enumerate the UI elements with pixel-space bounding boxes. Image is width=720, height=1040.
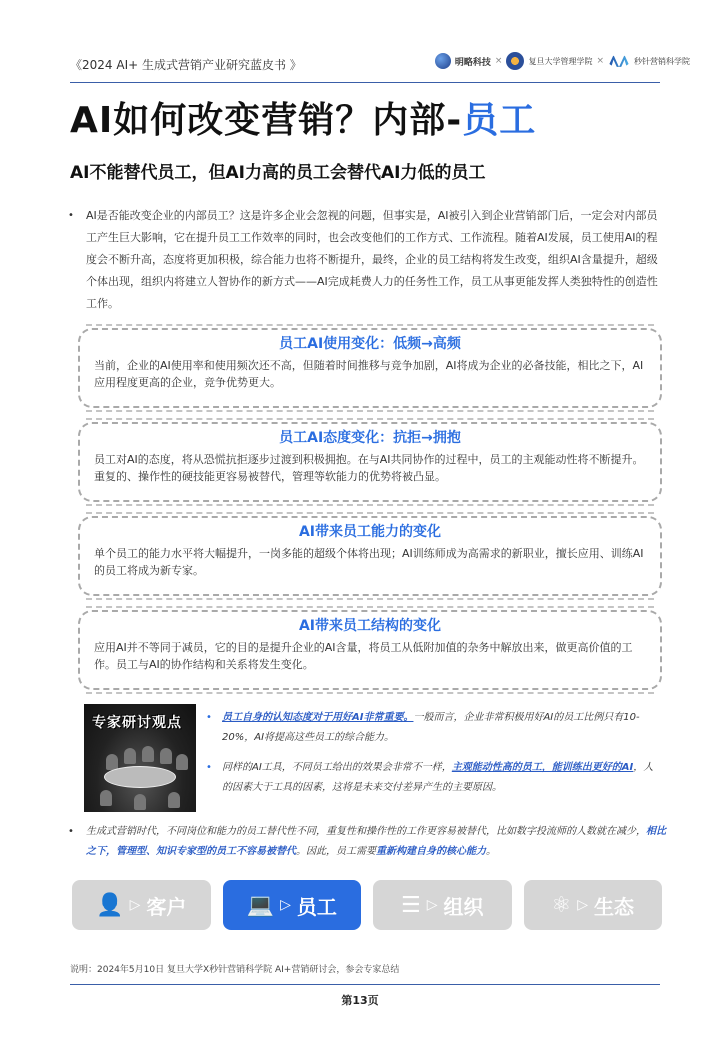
person-icon <box>124 748 136 764</box>
person-icon <box>134 794 146 810</box>
section-tabs <box>72 880 662 930</box>
expert-meeting-image <box>84 704 196 812</box>
card-title: 员工AI态度变化：抗拒→拥抱 <box>279 430 461 446</box>
card-title: AI带来员工结构的变化 <box>298 618 442 634</box>
tab-label: 员工 <box>296 894 337 919</box>
expert-point-text: ，人的因素大于工具的因素，这将是未来交付差异产生的主要原因。 <box>222 762 654 793</box>
logo-separator: × <box>494 56 503 66</box>
miaozhen-logo-icon <box>608 55 630 67</box>
person-icon <box>100 790 112 806</box>
mininglamp-logo-text: 明略科技 <box>454 57 491 68</box>
bullet-icon: • <box>206 712 212 723</box>
page-header <box>0 0 720 84</box>
arrow-icon: ▷ <box>577 897 588 913</box>
arrow-icon: ▷ <box>280 897 291 913</box>
workstation-icon: 💻 <box>246 892 275 918</box>
expert-opinion-section <box>80 700 660 818</box>
summary-text: 。因此，员工需要 <box>296 846 376 857</box>
fudan-logo-text: 复旦大学管理学院 <box>528 56 593 66</box>
summary-text: 。 <box>486 846 496 857</box>
card-body: 员工对AI的态度，将从恐慌抗拒逐步过渡到积极拥抱。在与AI共同协作的过程中，员工的主观能动性将不断提升。重复的、操作性的硬技能更容易被替代，管理等软能力的优势将被凸显。 <box>94 453 644 483</box>
page-title <box>70 92 536 143</box>
miaozhen-logo-text: 秒针营销科学院 <box>634 56 690 66</box>
person-icon <box>168 792 180 808</box>
footer-divider <box>70 984 660 985</box>
tab-ecosystem[interactable] <box>524 880 663 930</box>
card-usage-change <box>78 328 662 408</box>
card-body: 应用AI并不等同于减员，它的目的是提升企业的AI含量，将员工从低附加值的杂务中解放出来，做更高价值的工作。员工与AI的协作结构和关系将发生变化。 <box>94 641 633 671</box>
mininglamp-logo-icon <box>435 53 451 69</box>
arrow-icon: ▷ <box>129 897 141 913</box>
page-title-prefix: AI如何改变营销？内部- <box>70 100 463 141</box>
summary-highlight: 重新构建自身的核心能力 <box>376 846 486 857</box>
bullet-icon: • <box>206 762 212 773</box>
tab-employee[interactable] <box>223 880 362 930</box>
card-title: 员工AI使用变化：低频→高频 <box>279 336 461 352</box>
source-note: 说明：2024年5月10日 复旦大学X秒针营销科学院 AI+营销研讨会，参会专家总结 <box>70 965 400 975</box>
tab-organization[interactable] <box>373 880 512 930</box>
summary-text: 生成式营销时代，不同岗位和能力的员工替代性不同，重复性和操作性的工作更容易被替代，比如数字投流师的人数就在减少， <box>86 826 646 837</box>
bullet-icon: • <box>68 210 74 221</box>
page-subtitle: AI不能替代员工，但AI力高的员工会替代AI力低的员工 <box>70 163 486 183</box>
card-title: AI带来员工能力的变化 <box>298 524 442 540</box>
expert-point-text: 同样的AI工具，不同员工给出的效果会非常不一样， <box>222 762 452 773</box>
card-body: 当前，企业的AI使用率和使用频次还不高，但随着时间推移与竞争加剧，AI将成为企业的必备技能，相比之下，AI应用程度更高的企业，竞争优势更大。 <box>94 359 644 389</box>
header-divider <box>70 82 660 83</box>
tab-label: 客户 <box>146 894 187 919</box>
page-title-accent: 员工 <box>462 100 537 141</box>
card-ability-change <box>78 516 662 596</box>
tab-label: 组织 <box>443 894 484 919</box>
ecosystem-icon: ⚛ <box>551 892 572 918</box>
card-structure-change <box>78 610 662 690</box>
expert-point <box>206 758 656 798</box>
expert-tag: 专家研讨观点 <box>92 715 182 731</box>
tab-label: 生态 <box>594 894 634 919</box>
logo-separator: × <box>596 56 604 66</box>
report-title: 《2024 AI+ 生成式营销产业研究蓝皮书 》 <box>70 58 302 72</box>
summary-paragraph <box>68 822 668 862</box>
expert-points <box>206 708 656 808</box>
summary-highlight: 相比之下，管理型、知识专家型的员工不容易被替代 <box>86 826 666 857</box>
fudan-logo-icon <box>506 52 524 70</box>
bullet-icon: • <box>68 826 74 837</box>
expert-point <box>206 708 656 748</box>
person-icon <box>176 754 188 770</box>
intro-text: AI是否能改变企业的内部员工？这是许多企业会忽视的问题，但事实是，AI被引入到企业营销部门后，一定会对内部员工产生巨大影响，它在提升员工工作效率的同时，也会改变他们的工作方式、工作流程。随着AI发展，员工使用AI的程度会不断升高，态度将更加积极，综合能力也将不断提升，最终，企业的员工结构将发生改变，组织AI含量提升，超级个体出现，组织内将建立人智协作的新方式——AI完成耗费人力的任务性工作，员工从事更能发挥人类独特性的创造性工作。 <box>86 209 658 310</box>
org-chart-icon: ☰ <box>400 892 421 918</box>
expert-point-highlight: 主观能动性高的员工，能训练出更好的AI <box>451 762 634 773</box>
page-number: 第13页 <box>341 994 379 1007</box>
expert-point-text: 一般而言，企业非常积极用好AI的员工比例只有10-20%，AI将提高这些员工的综合能力。 <box>222 712 640 743</box>
partner-logos <box>435 52 690 70</box>
arrow-icon: ▷ <box>426 897 438 913</box>
person-icon <box>160 748 172 764</box>
card-attitude-change <box>78 422 662 502</box>
card-body: 单个员工的能力水平将大幅提升，一岗多能的超级个体将出现；AI训练师成为高需求的新职业，擅长应用、训练AI的员工将成为新专家。 <box>94 547 644 577</box>
tab-customer[interactable] <box>72 880 211 930</box>
intro-paragraph <box>68 205 668 315</box>
meeting-table-icon <box>104 766 176 788</box>
expert-point-highlight: 员工自身的认知态度对于用好AI非常重要。 <box>222 712 414 723</box>
person-icon <box>142 746 154 762</box>
person-icon: 👤 <box>96 892 124 918</box>
